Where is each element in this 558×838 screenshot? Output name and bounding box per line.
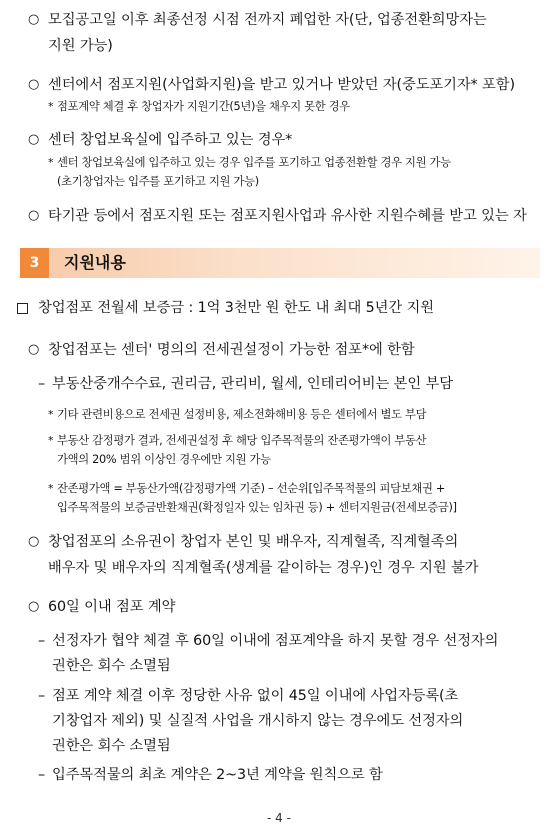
paragraph-line: 권한은 회수 소멸됨 [52, 738, 171, 754]
page-number: - 4 - [267, 811, 291, 825]
main-heading: 창업점포 전월세 보증금 : 1억 3천만 원 한도 내 최대 5년간 지원 [38, 300, 434, 316]
paragraph-line: 지원 가능) [48, 38, 113, 54]
paragraph-line: 입주목적물의 최초 계약은 2~3년 계약을 원칙으로 함 [52, 767, 383, 783]
footnote-line: 센터 창업보육실에 입주하고 있는 경우 입주를 포기하고 업종전환할 경우 지원 가능 [57, 156, 451, 169]
square-checkbox-icon [17, 303, 28, 314]
paragraph-line: 기창업자 제외) 및 실질적 사업을 개시하지 않는 경우에도 선정자의 [52, 713, 464, 729]
circle-bullet: ○ [28, 77, 40, 92]
footnote-line: 가액의 20% 범위 이상인 경우에만 지원 가능 [57, 453, 271, 466]
paragraph-line: 센터에서 점포지원(사업화지원)을 받고 있거나 받았던 자(중도포기자* 포함) [48, 77, 515, 93]
paragraph-line: 센터 창업보육실에 입주하고 있는 경우* [48, 132, 293, 148]
section-number: 3 [20, 248, 49, 278]
circle-bullet: ○ [28, 599, 40, 614]
paragraph-line: 창업점포의 소유권이 창업자 본인 및 배우자, 직계혈족, 직계혈족의 [48, 534, 459, 550]
circle-bullet: ○ [28, 132, 40, 147]
paragraph-line: 권한은 회수 소멸됨 [52, 658, 171, 674]
circle-bullet: ○ [28, 534, 40, 549]
footnote-line: 부동산 감정평가 결과, 전세권설정 후 해당 입주목적물의 잔존평가액이 부동산 [57, 434, 427, 447]
footnote-line: 기타 관련비용으로 전세권 설정비용, 제소전화해비용 등은 센터에서 별도 부담 [57, 408, 427, 421]
footnote-star: * [48, 434, 54, 447]
footnote-star: * [48, 408, 54, 421]
section-title: 지원내용 [64, 253, 126, 272]
paragraph-line: 모집공고일 이후 최종선정 시점 전까지 폐업한 자(단, 업종전환희망자는 [48, 12, 487, 28]
dash-bullet: – [38, 633, 46, 649]
paragraph-line: 배우자 및 배우자의 직계혈족(생계를 같이하는 경우)인 경우 지원 불가 [48, 560, 479, 576]
dash-bullet: – [38, 688, 46, 704]
circle-bullet: ○ [28, 208, 40, 223]
paragraph-line: 선정자가 협약 체결 후 60일 이내에 점포계약을 하지 못할 경우 선정자의 [52, 633, 499, 649]
paragraph-line: 창업점포는 센터' 명의의 전세권설정이 가능한 점포*에 한함 [48, 342, 415, 358]
dash-bullet: – [38, 376, 46, 392]
footnote-star: * [48, 156, 54, 169]
footnote-line: (초기창업자는 입주를 포기하고 지원 가능) [57, 175, 259, 188]
footnote-line: 입주목적물의 보증금반환채권(확정일자 있는 임차권 등) + 센터지원금(전세보증금)] [57, 501, 457, 514]
paragraph-line: 60일 이내 점포 계약 [48, 599, 176, 615]
footnote-star: * [48, 482, 54, 495]
circle-bullet: ○ [28, 342, 40, 357]
paragraph-line: 부동산중개수수료, 권리금, 관리비, 월세, 인테리어비는 본인 부담 [52, 376, 453, 392]
footnote-line: 잔존평가액 = 부동산가액(감정평가액 기준) – 선순위[입주목적물의 피담보채권 + [57, 482, 446, 495]
footnote-star: * [48, 100, 54, 113]
dash-bullet: – [38, 767, 46, 783]
footnote-line: 점포계약 체결 후 창업자가 지원기간(5년)을 채우지 못한 경우 [57, 100, 350, 113]
paragraph-line: 타기관 등에서 점포지원 또는 점포지원사업과 유사한 지원수혜를 받고 있는 자 [48, 208, 527, 224]
circle-bullet: ○ [28, 12, 40, 27]
paragraph-line: 점포 계약 체결 이후 정당한 사유 없이 45일 이내에 사업자등록(초 [52, 688, 459, 704]
